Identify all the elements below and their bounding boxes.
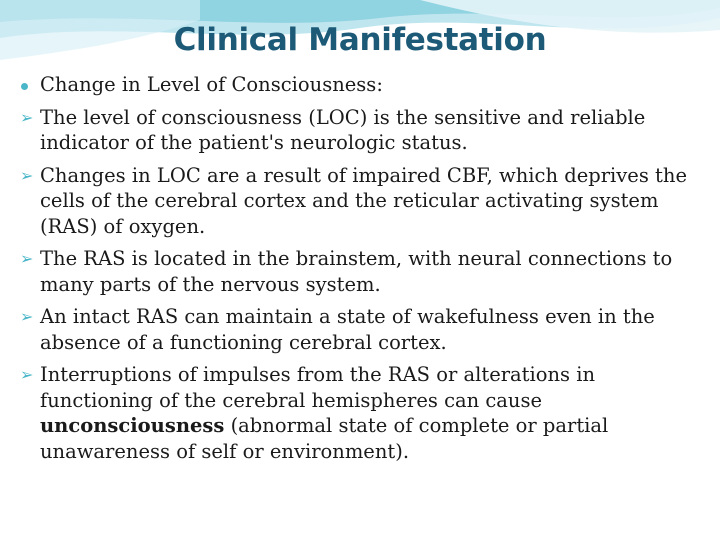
slide-title: Clinical Manifestation xyxy=(173,22,547,58)
bold-term: unconsciousness xyxy=(40,414,225,437)
text-after: (abnormal state of complete or partial unawareness of self or environment). xyxy=(40,414,609,463)
list-item xyxy=(20,304,710,355)
arrow-bullet-icon: ➢ xyxy=(20,107,34,127)
slide-body xyxy=(20,72,710,471)
heading-item-text: Change in Level of Consciousness: xyxy=(40,73,383,96)
list-item-text xyxy=(40,362,710,464)
list-item-text: The level of consciousness (LOC) is the sensitive and reliable indicator of the patient's neurologic status. xyxy=(40,105,646,154)
arrow-bullet-icon: ➢ xyxy=(20,249,34,268)
list-item-text: The RAS is located in the brainstem, with neural connections to many parts of the nervous system. xyxy=(40,247,673,296)
text-before: Interruptions of impulses from the RAS or alterations in functioning of the cerebral hemispheres can cause xyxy=(40,363,596,412)
list-item xyxy=(20,362,710,464)
list-item-text: An intact RAS can maintain a state of wakefulness even in the absence of a functioning cerebral cortex. xyxy=(40,305,655,354)
list-item xyxy=(20,163,710,240)
heading-item xyxy=(20,72,710,98)
arrow-bullet-icon: ➢ xyxy=(20,307,34,326)
dot-bullet-icon xyxy=(20,72,40,98)
list-item xyxy=(20,105,710,156)
arrow-bullet-icon: ➢ xyxy=(20,365,34,384)
list-item-text: Changes in LOC are a result of impaired CBF, which deprives the cells of the cerebral cortex and the reticular activating system (RAS) of oxygen. xyxy=(40,163,687,238)
list-item xyxy=(20,246,710,297)
arrow-bullet-icon: ➢ xyxy=(20,165,34,185)
